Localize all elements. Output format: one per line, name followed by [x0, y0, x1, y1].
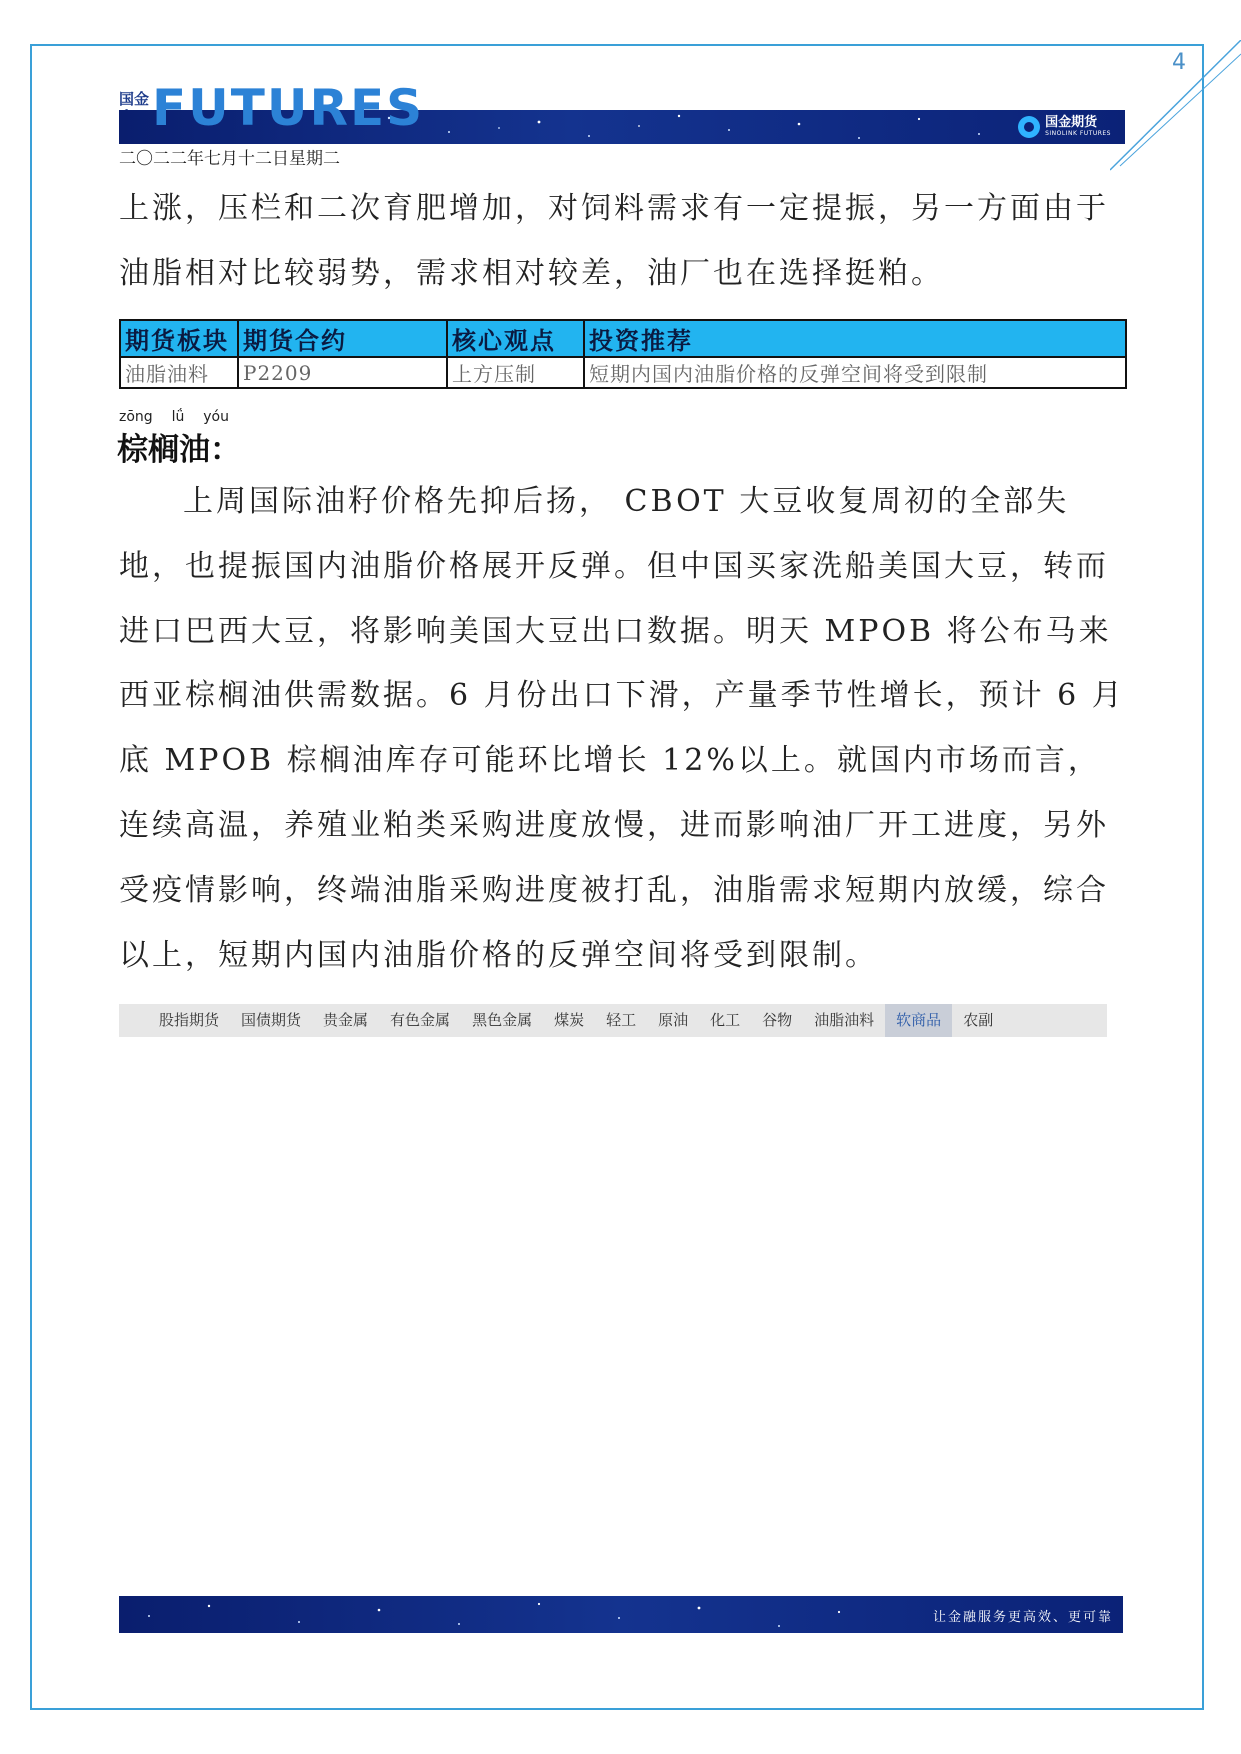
table-cell-recommendation: 短期内国内油脂价格的反弹空间将受到限制: [584, 357, 1126, 388]
footer-slogan: 让金融服务更高效、更可靠: [932, 1610, 1113, 1625]
nav-item[interactable]: 国债期货: [241, 1011, 302, 1029]
table-header-row: [120, 320, 1126, 357]
nav-item[interactable]: 化工: [710, 1011, 741, 1029]
section-pinyin: [119, 409, 229, 425]
report-date: 二〇二二年七月十二日星期二: [119, 149, 340, 169]
sinolink-logo: [1018, 114, 1111, 140]
table-cell-view: 上方压制: [447, 357, 584, 388]
nav-item[interactable]: 有色金属: [390, 1011, 451, 1029]
nav-item[interactable]: 股指期货: [159, 1011, 220, 1029]
intro-paragraph: 上涨，压栏和二次育肥增加，对饲料需求有一定提振，另一方面由于油脂相对比较弱势，需求相对较差，油厂也在选择挺粕。: [119, 191, 1109, 291]
table-header-recommendation: 投资推荐: [584, 320, 1126, 357]
nav-item[interactable]: 农副: [963, 1011, 994, 1029]
logo-en-text: SINOLINK FUTURES: [1045, 130, 1111, 137]
table-row: [120, 357, 1126, 388]
table-header-view: 核心观点: [447, 320, 584, 357]
table-header-contract: 期货合约: [238, 320, 447, 357]
category-nav: [119, 1004, 1107, 1037]
table-cell-sector: 油脂油料: [120, 357, 238, 388]
nav-item[interactable]: 黑色金属: [472, 1011, 533, 1029]
brand-small-line1: 国金: [119, 90, 150, 108]
nav-item[interactable]: 原油: [658, 1011, 689, 1029]
table-cell-contract: P2209: [238, 357, 447, 388]
nav-item[interactable]: 油脂油料: [814, 1011, 875, 1029]
footer-banner: [119, 1596, 1123, 1633]
futures-table: [119, 319, 1127, 389]
nav-item[interactable]: 煤炭: [554, 1011, 585, 1029]
nav-item[interactable]: 贵金属: [323, 1011, 369, 1029]
pinyin-syllable: zōng: [119, 409, 153, 425]
page-number: 4: [1172, 50, 1186, 75]
table-header-sector: 期货板块: [120, 320, 238, 357]
section-title: 棕榈油：: [117, 432, 241, 468]
brand-futures-wordmark: FUTURES: [152, 79, 425, 137]
main-paragraph: 上周国际油籽价格先抑后扬， CBOT 大豆收复周初的全部失地，也提振国内油脂价格展开反弹。但中国买家洗船美国大豆，转而进口巴西大豆，将影响美国大豆出口数据。明天 MPOB 将公布马来西亚棕榈油供需数据。6 月份出口下滑，产量季节性增长，预计 6 月底 MPOB 棕榈油库存可能环比增长 12%以上。就国内市场而言，连续高温，养殖业粕类采购进度放慢，进而影响油厂开工进度，另外受疫情影响，终端油脂采购进度被打乱，油脂需求短期内放缓，综合以上，短期内国内油脂价格的反弹空间将受到限制。: [119, 484, 1125, 973]
pinyin-syllable: lǘ: [171, 409, 185, 425]
pinyin-syllable: yóu: [203, 409, 229, 425]
nav-item[interactable]: 轻工: [606, 1011, 637, 1029]
logo-cn-text: 国金期货: [1045, 115, 1098, 130]
nav-item[interactable]: 谷物: [762, 1011, 793, 1029]
logo-icon: [1018, 116, 1040, 138]
nav-item[interactable]: 软商品: [885, 1004, 952, 1037]
